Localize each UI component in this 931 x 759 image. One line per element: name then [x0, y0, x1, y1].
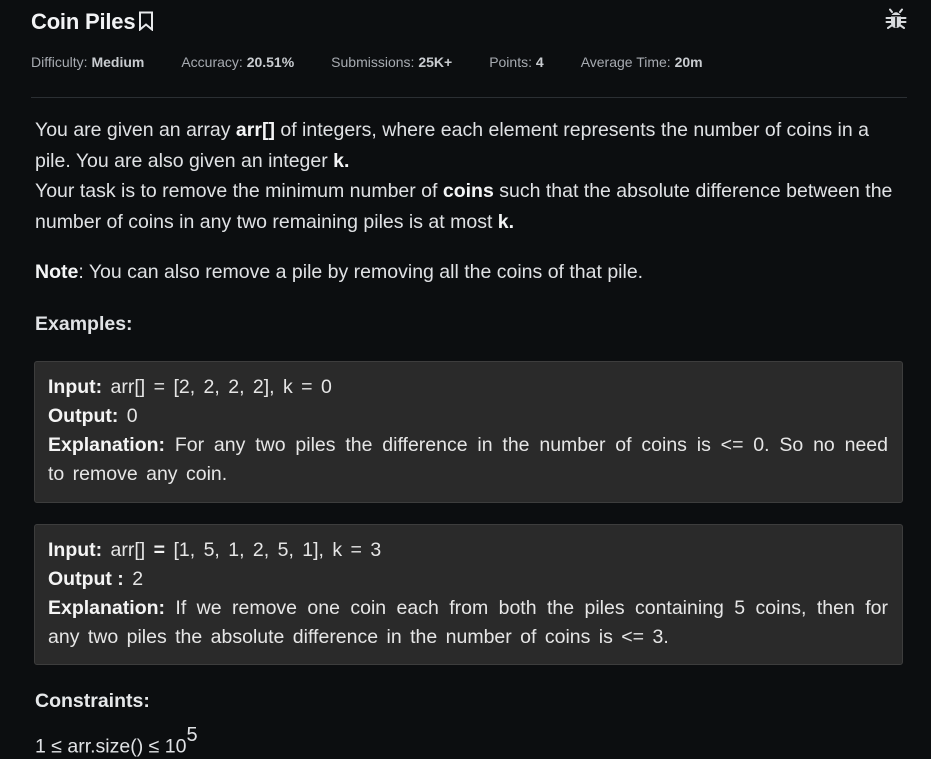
output-text: 0: [118, 405, 138, 427]
constraint-line-1: [35, 724, 198, 759]
submissions-label: Submissions:: [331, 54, 415, 70]
input-label: Input:: [48, 539, 103, 561]
explanation-label: Explanation:: [48, 597, 166, 619]
example-input: [48, 536, 888, 565]
average-time-value: 20m: [674, 54, 703, 70]
problem-description: [35, 115, 907, 339]
submissions-value: 25K+: [418, 54, 453, 70]
output-label: Output :: [48, 568, 124, 590]
description-text: of integers, where each element represents the number of coins in a pile. You are also given an integer: [35, 119, 869, 172]
problem-meta: [31, 54, 740, 70]
description-text: such that the absolute difference between the number of coins in any two remaining piles is at most: [35, 180, 893, 233]
input-text: arr[] = [2, 2, 2, 2], k = 0: [102, 376, 332, 398]
description-text: Your task is to remove the minimum number of: [35, 180, 443, 202]
accuracy-label: Accuracy:: [181, 54, 243, 70]
note-text: : You can also remove a pile by removing all the coins of that pile.: [78, 261, 644, 283]
example-input: [48, 373, 888, 402]
problem-header: [31, 6, 907, 38]
constraint-exponent: 5: [186, 724, 198, 746]
difficulty-value: Medium: [91, 54, 145, 70]
input-equals: =: [153, 539, 166, 561]
bug-icon[interactable]: [885, 8, 907, 35]
note-paragraph: [35, 257, 907, 288]
bookmark-icon[interactable]: [138, 11, 154, 36]
accuracy-stat: [181, 54, 294, 70]
example-explanation: [48, 594, 888, 652]
description-paragraph-2: [35, 176, 907, 237]
average-time-label: Average Time:: [580, 54, 671, 70]
note-label: Note: [35, 261, 79, 283]
example-explanation: [48, 431, 888, 489]
output-text: 2: [123, 568, 144, 590]
explanation-text: If we remove one coin each from both the piles containing 5 coins, then for any two piles the absolute difference in the number of coins is <= 3.: [48, 597, 888, 648]
coins-keyword: coins: [442, 180, 494, 202]
examples-heading: Examples:: [35, 312, 133, 335]
example-output: [48, 402, 888, 431]
input-text: [1, 5, 1, 2, 5, 1], k = 3: [165, 539, 382, 561]
output-label: Output:: [48, 405, 119, 427]
input-label: Input:: [48, 376, 103, 398]
points-stat: [489, 54, 544, 70]
input-text: arr[]: [102, 539, 154, 561]
average-time-stat: [581, 54, 703, 70]
explanation-text: For any two piles the difference in the number of coins is <= 0. So no need to remove any coin.: [48, 434, 888, 485]
description-paragraph-1: [35, 115, 907, 176]
header-divider: [31, 97, 907, 98]
points-label: Points:: [489, 54, 532, 70]
constraint-text: 1 ≤ arr.size() ≤ 10: [35, 735, 187, 758]
problem-title: Coin Piles: [31, 9, 136, 34]
example-box-1: [34, 361, 903, 503]
points-value: 4: [535, 54, 544, 70]
difficulty-label: Difficulty:: [31, 54, 88, 70]
k-keyword: k.: [333, 149, 350, 172]
arr-keyword: arr[]: [235, 119, 275, 141]
constraints-heading: Constraints:: [35, 690, 150, 712]
k-keyword: k.: [497, 210, 515, 233]
example-box-2: [34, 524, 903, 665]
accuracy-value: 20.51%: [246, 54, 295, 70]
example-output: [48, 565, 888, 594]
difficulty-stat: [31, 54, 144, 70]
description-text: You are given an array: [35, 119, 236, 141]
explanation-label: Explanation:: [48, 434, 166, 456]
submissions-stat: [331, 54, 452, 70]
